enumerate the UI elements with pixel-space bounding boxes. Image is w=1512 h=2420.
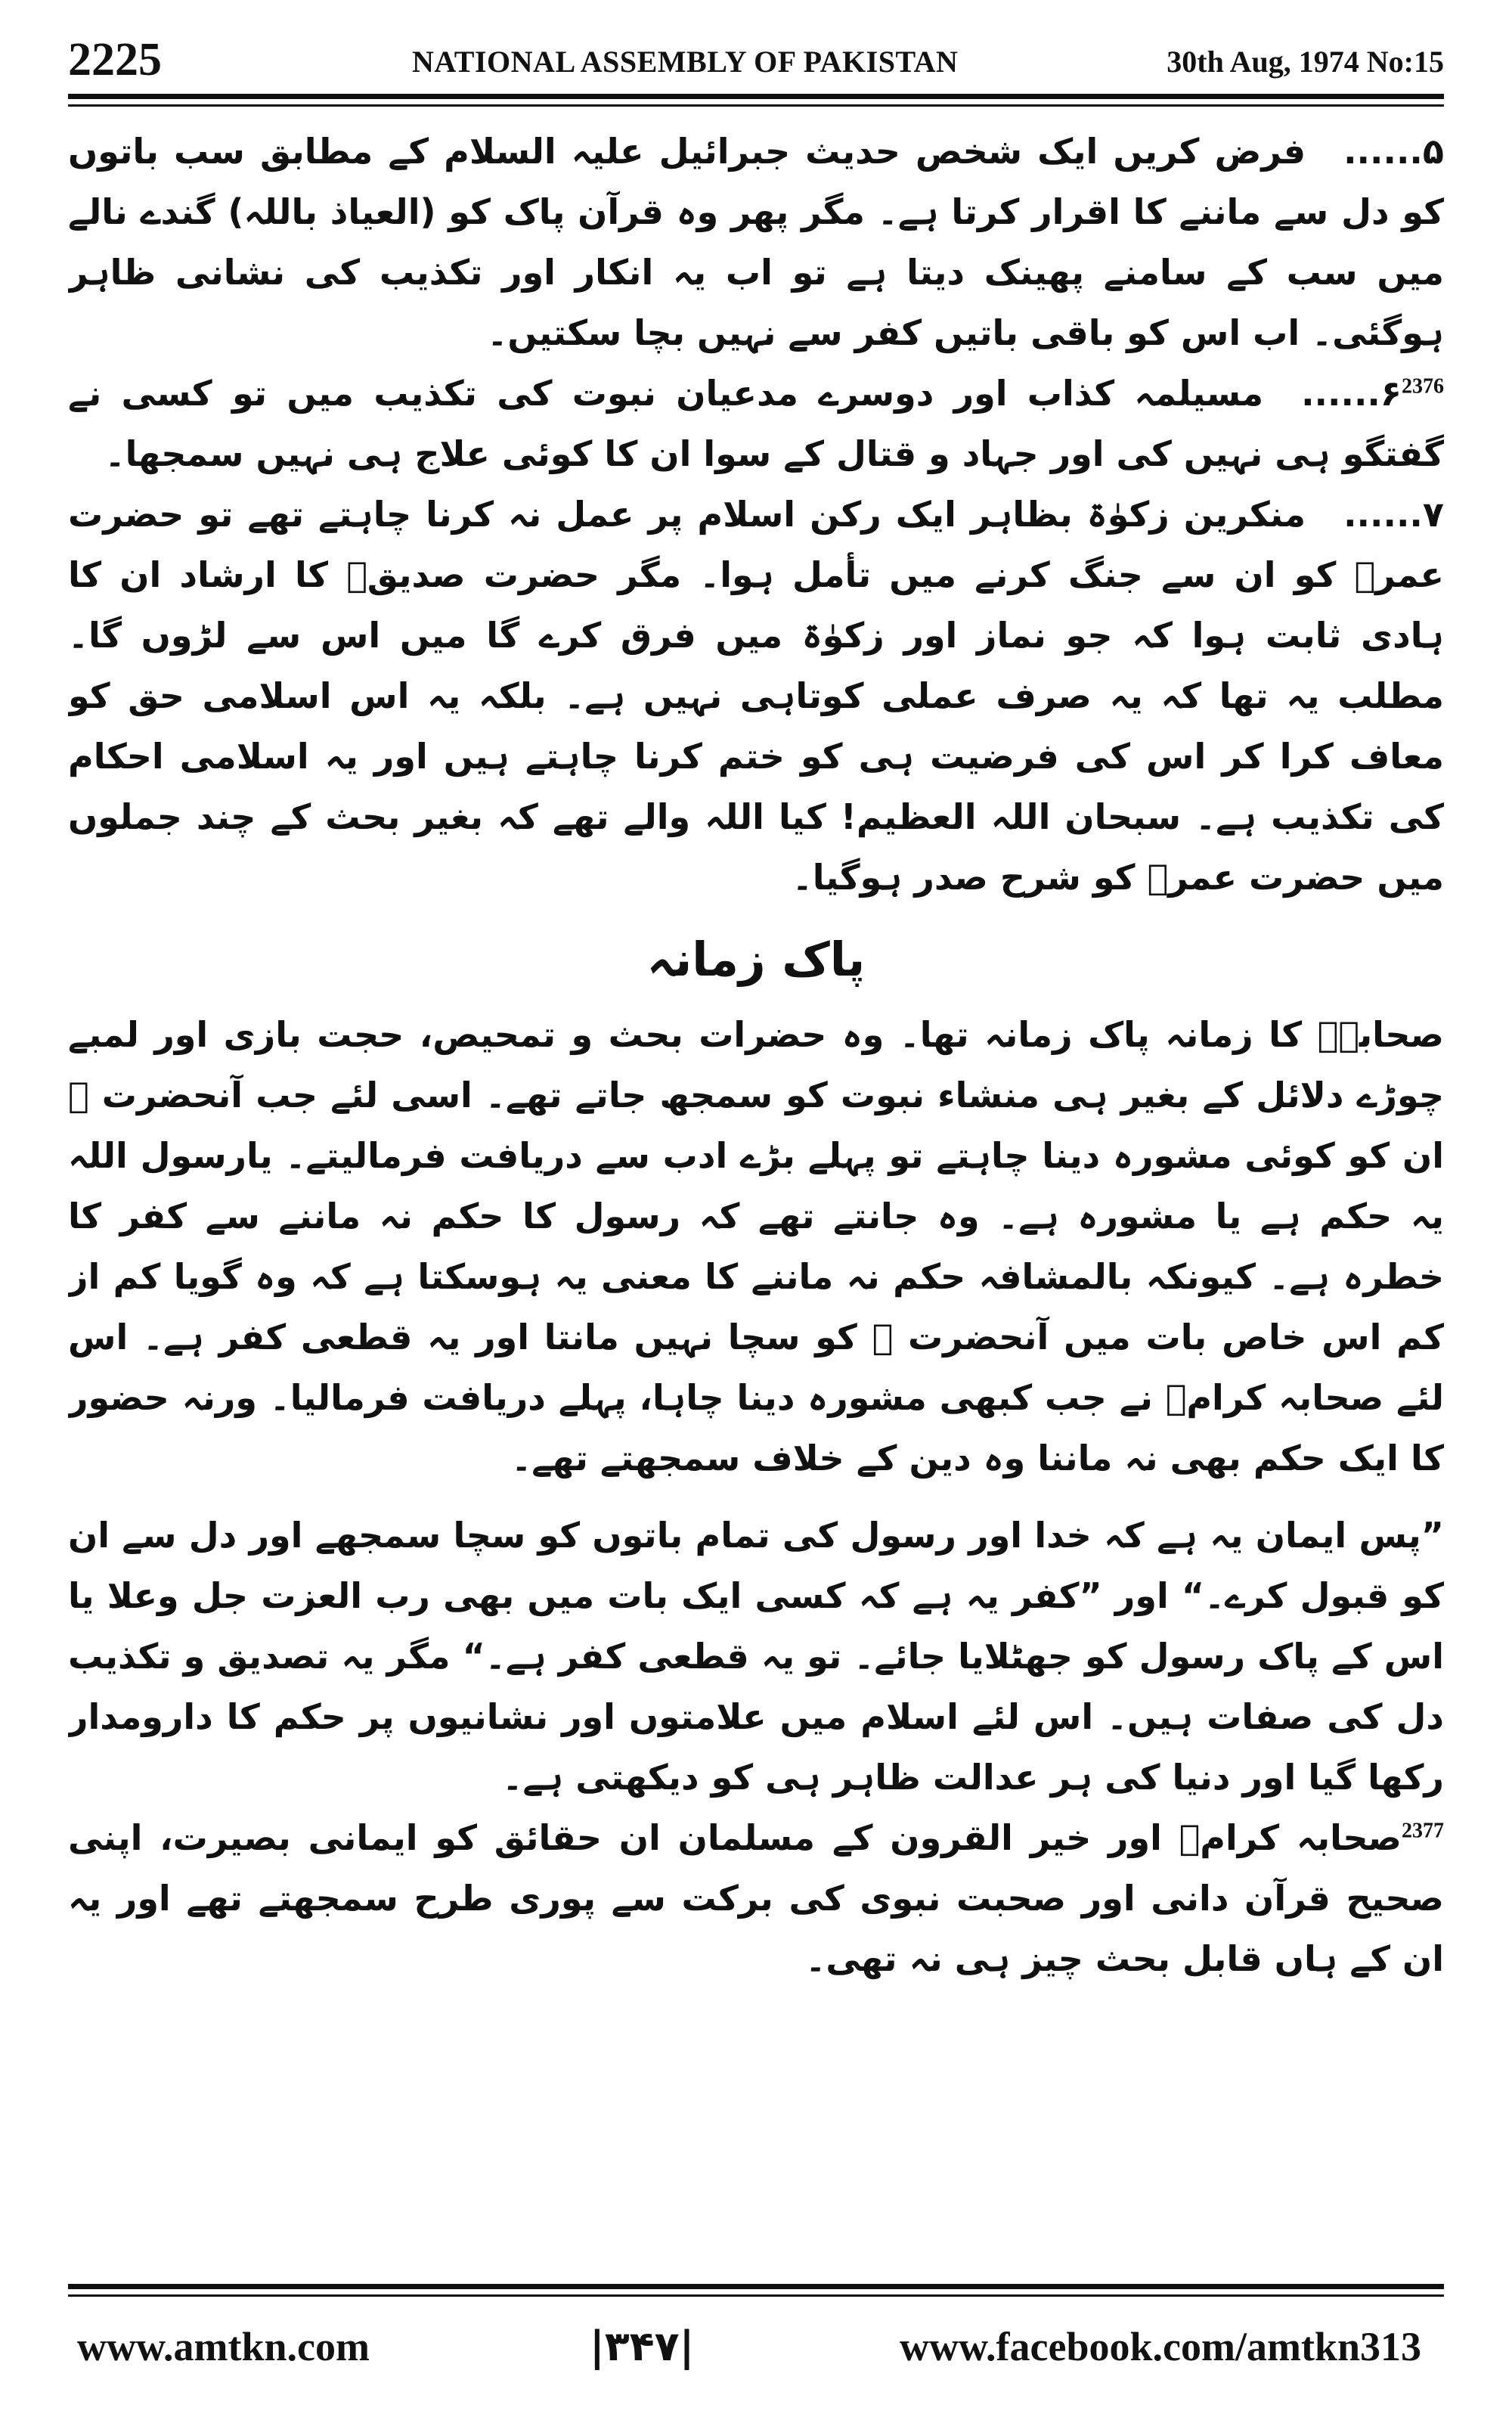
item-text: فرض کریں ایک شخص حدیث جبرائیل علیہ السلام کے مطابق سب باتوں کو دل سے ماننے کا اقرار کرتا ہے۔ مگر پھر وہ قرآن پاک کو (العیاذ باللہ) گندے نالے میں سب کے سامنے پھینک دیتا ہے تو اب یہ انکار اور تکذیب کی نشانی ظاہر ہوگئی۔ اب اس کو باقی باتیں کفر سے نہیں بچا سکتیں۔ [68, 131, 1444, 353]
page-number: 2225 [68, 34, 162, 85]
footer-rule-thick [68, 2284, 1444, 2289]
header-title: NATIONAL ASSEMBLY OF PAKISTAN [412, 45, 959, 79]
paragraph-text: صحابہ کرامؓ اور خیر القرون کے مسلمان ان حقائق کو ایمانی بصیرت، اپنی صحیح قرآن دانی اور صحبت نبوی کی برکت سے پوری طرح سمجھتے تھے اور یہ ان کے ہاں قابل بحث چیز ہی نہ تھی۔ [68, 1817, 1444, 1979]
paragraph-text: صحابہؓ کا زمانہ پاک زمانہ تھا۔ وہ حضرات بحث و تمحیص، حجت بازی اور لمبے چوڑے دلائل کے بغیر ہی منشاء نبوت کو سمجھ جاتے تھے۔ اسی لئے جب آنحضرت ﷺ ان کو کوئی مشورہ دینا چاہتے تو پہلے بڑے ادب سے دریافت فرمالیتے۔ یارسول اللہ یہ حکم ہے یا مشورہ ہے۔ وہ جانتے تھے کہ رسول کا حکم نہ ماننے سے کفر کا خطرہ ہے۔ کیونکہ بالمشافہ حکم نہ ماننے کا معنی یہ ہوسکتا ہے کہ وہ گویا کم از کم اس خاص بات میں آنحضرت ﷺ کو سچا نہیں مانتا اور یہ قطعی کفر ہے۔ اس لئے صحابہ کرامؓ نے جب کبھی مشورہ دینا چاہا، پہلے دریافت فرمالیا۔ ورنہ حضور کا ایک حکم بھی نہ ماننا وہ دین کے خلاف سمجھتے تھے۔ [68, 1014, 1444, 1478]
reference-number: 2376 [1402, 374, 1444, 399]
footer-rule-thin [68, 2294, 1444, 2297]
item-text: مسیلمہ کذاب اور دوسرے مدعیان نبوت کی تکذیب میں تو کسی نے گفتگو ہی نہیں کی اور جہاد و قتال کے سوا ان کا کوئی علاج ہی نہیں سمجھا۔ [68, 373, 1444, 474]
item-number: ۵...... [1343, 131, 1444, 172]
header-rule-thin [68, 104, 1444, 107]
numbered-item-5 [68, 121, 1444, 363]
header-date: 30th Aug, 1974 No:15 [1167, 45, 1444, 79]
book-page-reference: |۳۴۷| [590, 2322, 695, 2370]
section-paragraph [68, 1807, 1444, 1989]
header-rule-thick [68, 94, 1444, 99]
page-footer [68, 2313, 1444, 2381]
section-paragraph [68, 1505, 1444, 1807]
item-number: ۷...... [1343, 494, 1444, 535]
numbered-item-6 [68, 363, 1444, 484]
reference-number: 2377 [1402, 1819, 1444, 1843]
item-text: منکرین زکوٰۃ بظاہر ایک رکن اسلام پر عمل نہ کرنا چاہتے تھے تو حضرت عمرؓ کو ان سے جنگ کرنے میں تأمل ہوا۔ مگر حضرت صدیقؓ کا ارشاد ان کا ہادی ثابت ہوا کہ جو نماز اور زکوٰۃ میں فرق کرے گا میں اس سے لڑوں گا۔ مطلب یہ تھا کہ یہ صرف عملی کوتاہی نہیں ہے۔ بلکہ یہ اس اسلامی حق کو معاف کرا کر اس کی فرضیت ہی کو ختم کرنا چاہتے ہیں اور یہ اسلامی احکام کی تکذیب ہے۔ سبحان اللہ العظیم! کیا اللہ والے تھے کہ بغیر بحث کے چند جملوں میں حضرت عمرؓ کو شرح صدر ہوگیا۔ [68, 494, 1444, 898]
paragraph-text: ”پس ایمان یہ ہے کہ خدا اور رسول کی تمام باتوں کو سچا سمجھے اور دل سے ان کو قبول کرے۔“ اور ”کفر یہ ہے کہ کسی ایک بات میں بھی رب العزت جل وعلا یا اس کے پاک رسول کو جھٹلایا جائے۔ تو یہ قطعی کفر ہے۔“ مگر یہ تصدیق و تکذیب دل کی صفات ہیں۔ اس لئے اسلام میں علامتوں اور نشانیوں پر حکم کا دارومدار رکھا گیا اور دنیا کی ہر عدالت ظاہر ہی کو دیکھتی ہے۔ [68, 1515, 1444, 1798]
paragraph-gap [68, 1488, 1444, 1505]
page-header [68, 30, 1444, 89]
page-content [68, 121, 1444, 2269]
numbered-item-7 [68, 484, 1444, 908]
facebook-link[interactable]: www.facebook.com/amtkn313 [900, 2324, 1421, 2369]
website-link[interactable]: www.amtkn.com [77, 2324, 370, 2369]
item-number: ۶...... [1301, 373, 1402, 414]
section-paragraph [68, 1004, 1444, 1488]
section-heading: پاک زمانہ [646, 932, 866, 987]
